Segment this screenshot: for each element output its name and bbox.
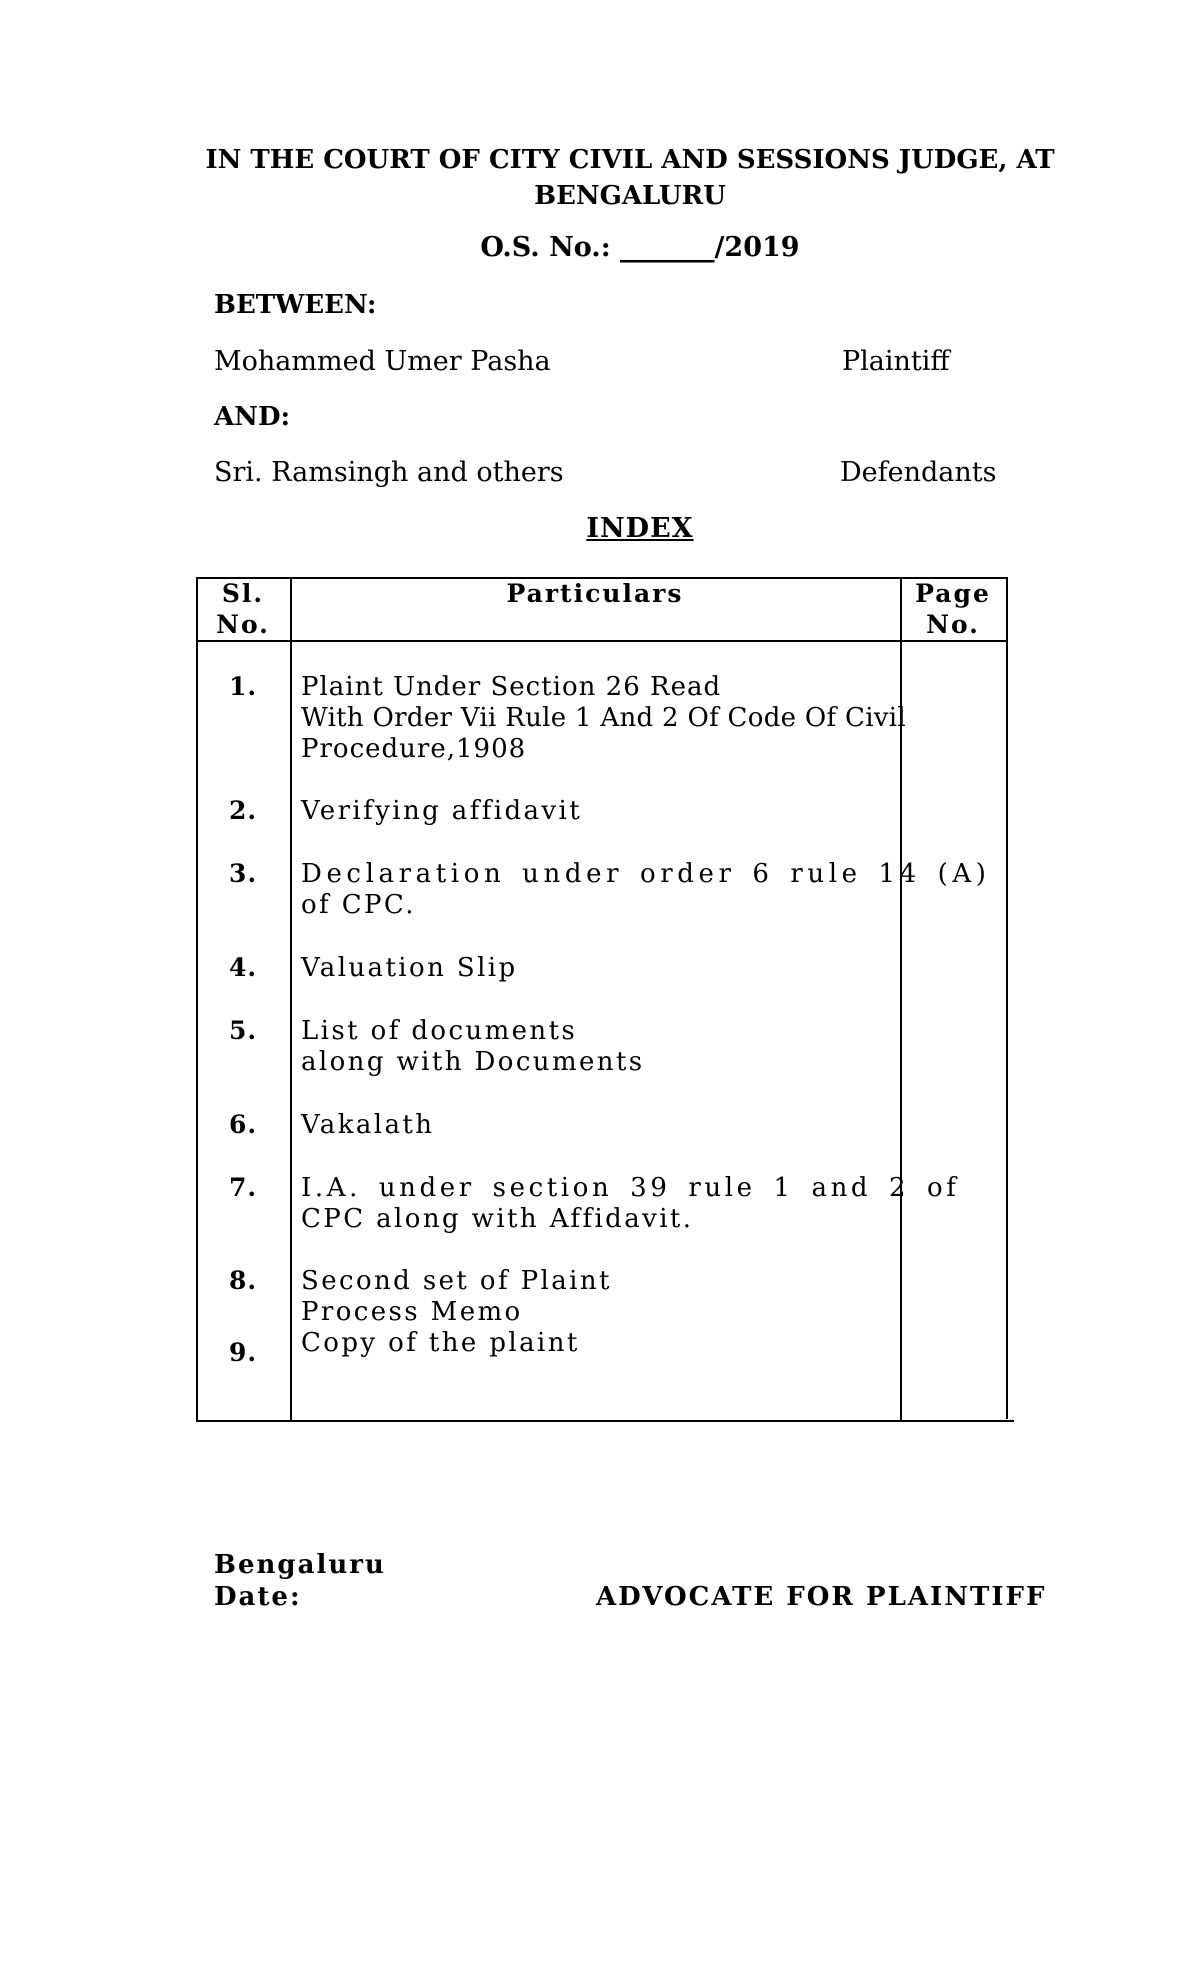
- row-7-line-1: I.A. under section 39 rule 1 and 2 of: [301, 1173, 960, 1203]
- row-3-particulars: [301, 859, 991, 921]
- court-title: IN THE COURT OF CITY CIVIL AND SESSIONS JUDGE, AT BENGALURU: [205, 145, 1055, 211]
- row-7-sl: 7.: [228, 1173, 258, 1202]
- row-4-particulars: [301, 953, 886, 984]
- index-table: [196, 577, 1006, 1421]
- row-8-particulars: [301, 1266, 886, 1328]
- defendant-role: Defendants: [840, 457, 997, 488]
- row-8-sl: 8.: [228, 1266, 258, 1295]
- row-6-line-1: Vakalath: [301, 1110, 435, 1140]
- plaintiff-name: Mohammed Umer Pasha: [214, 346, 551, 377]
- row-5-sl: 5.: [228, 1016, 258, 1045]
- row-9-sl: 9.: [228, 1338, 258, 1367]
- table-right-border: [1006, 577, 1008, 1419]
- row-6-particulars: [301, 1110, 886, 1141]
- row-1-line-2: With Order Vii Rule 1 And 2 Of Code Of Civil: [301, 703, 907, 733]
- row-1-sl: 1.: [228, 672, 258, 701]
- row-9-line-1: Copy of the plaint: [301, 1328, 580, 1358]
- row-8-line-1: Second set of Plaint: [301, 1266, 612, 1296]
- row-2-sl: 2.: [228, 796, 258, 825]
- advocate-signature: ADVOCATE FOR PLAINTIFF: [596, 1582, 1047, 1612]
- defendant-name: Sri. Ramsingh and others: [214, 457, 564, 488]
- row-1-particulars: [301, 672, 907, 765]
- row-4-line-1: Valuation Slip: [301, 953, 518, 983]
- plaintiff-role: Plaintiff: [842, 346, 950, 377]
- between-label: BETWEEN:: [214, 290, 377, 320]
- and-label: AND:: [214, 402, 291, 432]
- footer-place: Bengaluru: [214, 1550, 386, 1580]
- row-3-sl: 3.: [228, 859, 258, 888]
- row-4-sl: 4.: [228, 953, 258, 982]
- col-divider-1: [290, 577, 292, 1421]
- table-header-divider: [196, 640, 1006, 642]
- row-5-line-1: List of documents: [301, 1016, 578, 1046]
- footer-date-label: Date:: [214, 1582, 302, 1612]
- row-3-line-1: Declaration under order 6 rule 14 (A): [301, 859, 991, 889]
- row-2-particulars: [301, 796, 886, 827]
- row-2-line-1: Verifying affidavit: [301, 796, 583, 826]
- col-header-sl-no: Sl. No.: [216, 579, 270, 639]
- row-1-line-3: Procedure,1908: [301, 734, 527, 764]
- col-header-page-no: Page No.: [915, 579, 991, 639]
- row-5-particulars: [301, 1016, 886, 1078]
- table-bottom-border: [196, 1420, 1014, 1422]
- row-5-line-2: along with Documents: [301, 1047, 645, 1077]
- row-3-line-2: of CPC.: [301, 890, 416, 920]
- col-header-particulars: Particulars: [506, 579, 684, 608]
- row-7-particulars: [301, 1173, 960, 1235]
- index-title: INDEX: [586, 513, 694, 544]
- row-9-particulars: [301, 1328, 886, 1359]
- case-number: O.S. No.: _______/2019: [480, 232, 800, 263]
- row-7-line-2: CPC along with Affidavit.: [301, 1204, 694, 1234]
- row-6-sl: 6.: [228, 1110, 258, 1139]
- row-1-line-1: Plaint Under Section 26 Read: [301, 672, 722, 702]
- row-8-line-2: Process Memo: [301, 1297, 523, 1327]
